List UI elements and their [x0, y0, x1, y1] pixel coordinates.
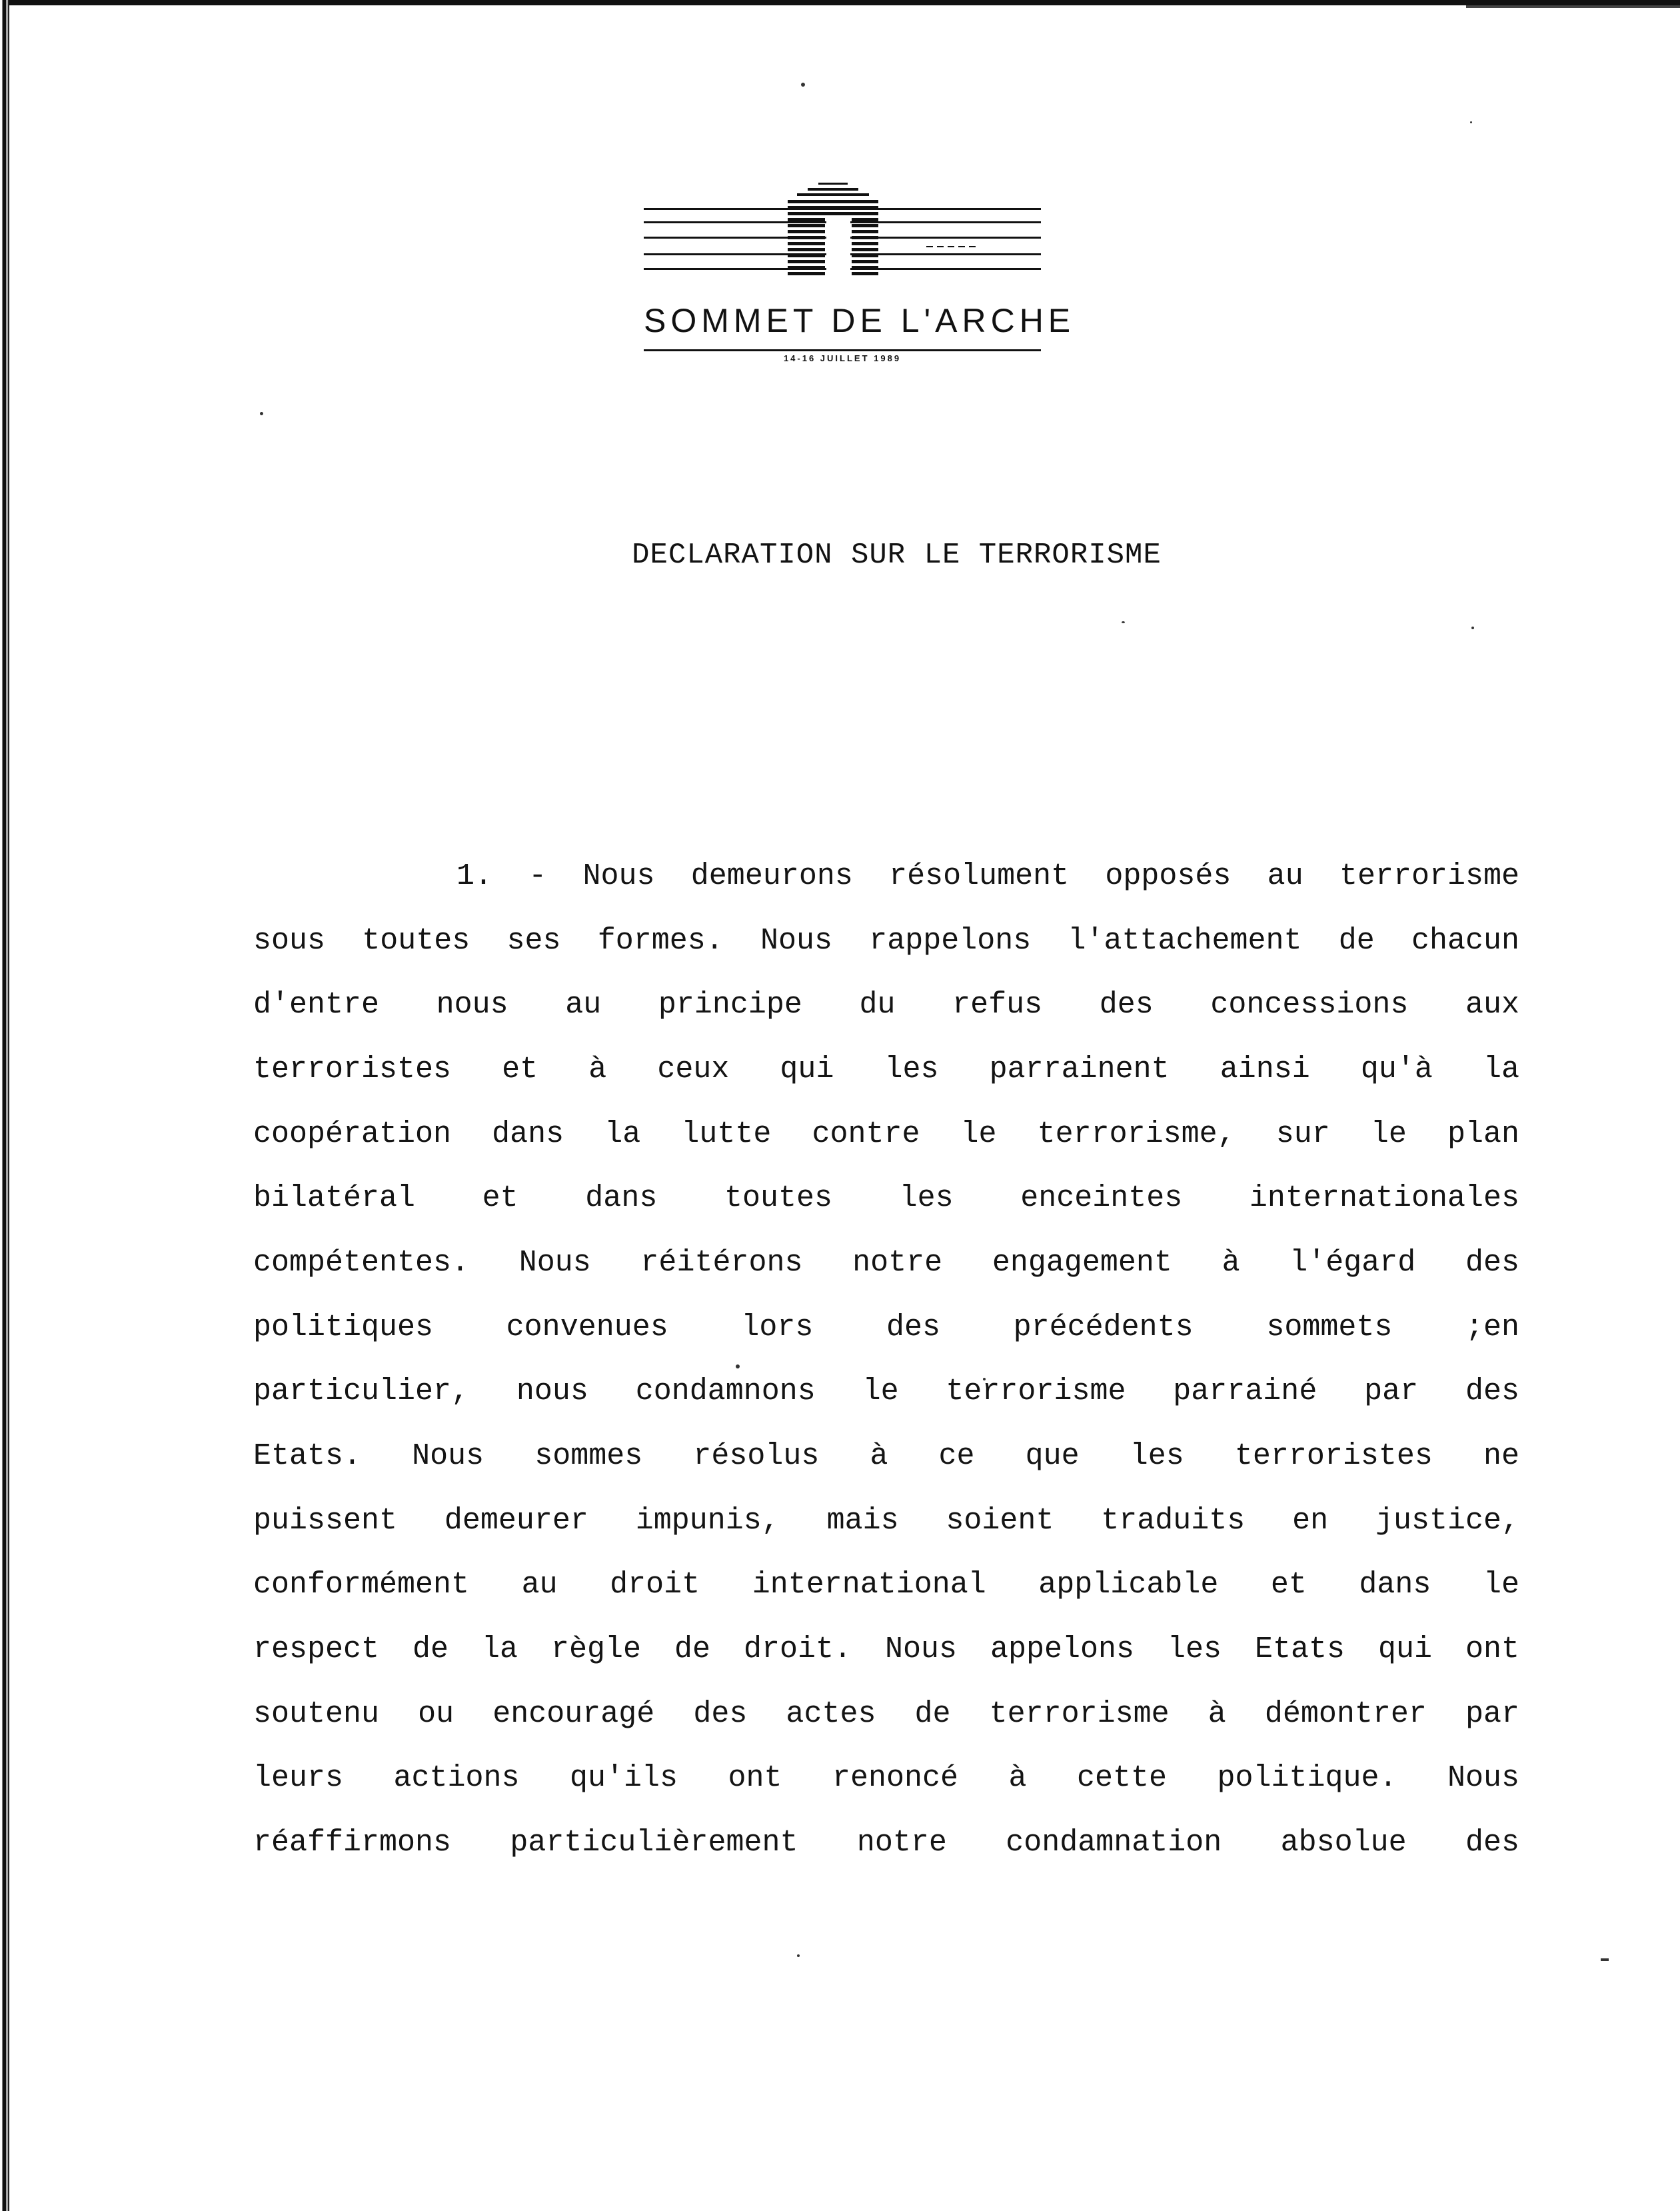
logo-wordmark: SOMMET DE L'ARCHE — [644, 302, 1076, 339]
scan-top-edge-mark — [1466, 5, 1680, 8]
logo-date: 14-16 JUILLET 1989 — [783, 353, 902, 363]
paragraph-line: politiques convenues lors des précédents sommets ;en — [253, 1310, 1519, 1344]
scan-speck — [1601, 1958, 1609, 1961]
arche-emblem-icon — [640, 175, 1046, 301]
paragraph-line: compétentes. Nous réitérons notre engagement à l'égard des — [253, 1246, 1519, 1280]
paragraph-line: bilatéral et dans toutes les enceintes internationales — [253, 1181, 1519, 1215]
paragraph-line: coopération dans la lutte contre le terrorisme, sur le plan — [253, 1117, 1519, 1151]
paragraph-line: particulier, nous condamnons le terrorisme parrainé par des — [253, 1374, 1519, 1408]
paragraph-line: soutenu ou encouragé des actes de terrorisme à démontrer par — [253, 1697, 1519, 1731]
scan-speck — [260, 412, 263, 415]
paragraph-line: terroristes et à ceux qui les parrainent ainsi qu'à la — [253, 1053, 1519, 1087]
paragraph-line: leurs actions qu'ils ont renoncé à cette politique. Nous — [253, 1761, 1519, 1795]
logo-underline — [644, 349, 1041, 351]
scan-top-edge — [0, 0, 1680, 5]
scan-speck — [801, 83, 805, 87]
scan-speck — [1470, 121, 1472, 123]
scan-speck — [1471, 627, 1474, 629]
paragraph-line: 1. - Nous demeurons résolument opposés au terrorisme — [456, 859, 1519, 893]
scan-binding-edge — [0, 0, 9, 2211]
paragraph-line: Etats. Nous sommes résolus à ce que les terroristes ne — [253, 1439, 1519, 1473]
paragraph-line: puissent demeurer impunis, mais soient traduits en justice, — [253, 1504, 1519, 1538]
paragraph-line: réaffirmons particulièrement notre condamnation absolue des — [253, 1826, 1519, 1860]
paragraph-line: d'entre nous au principe du refus des concessions aux — [253, 988, 1519, 1022]
paragraph-line: conformément au droit international applicable et dans le — [253, 1568, 1519, 1602]
scan-speck — [1122, 621, 1125, 623]
document-title: DECLARATION SUR LE TERRORISME — [632, 539, 1162, 572]
scan-speck — [797, 1954, 800, 1957]
scan-speck — [736, 1364, 740, 1368]
summit-logo — [640, 175, 1076, 375]
paragraph-line: sous toutes ses formes. Nous rappelons l'attachement de chacun — [253, 924, 1519, 958]
paragraph-line: respect de la règle de droit. Nous appelons les Etats qui ont — [253, 1632, 1519, 1666]
